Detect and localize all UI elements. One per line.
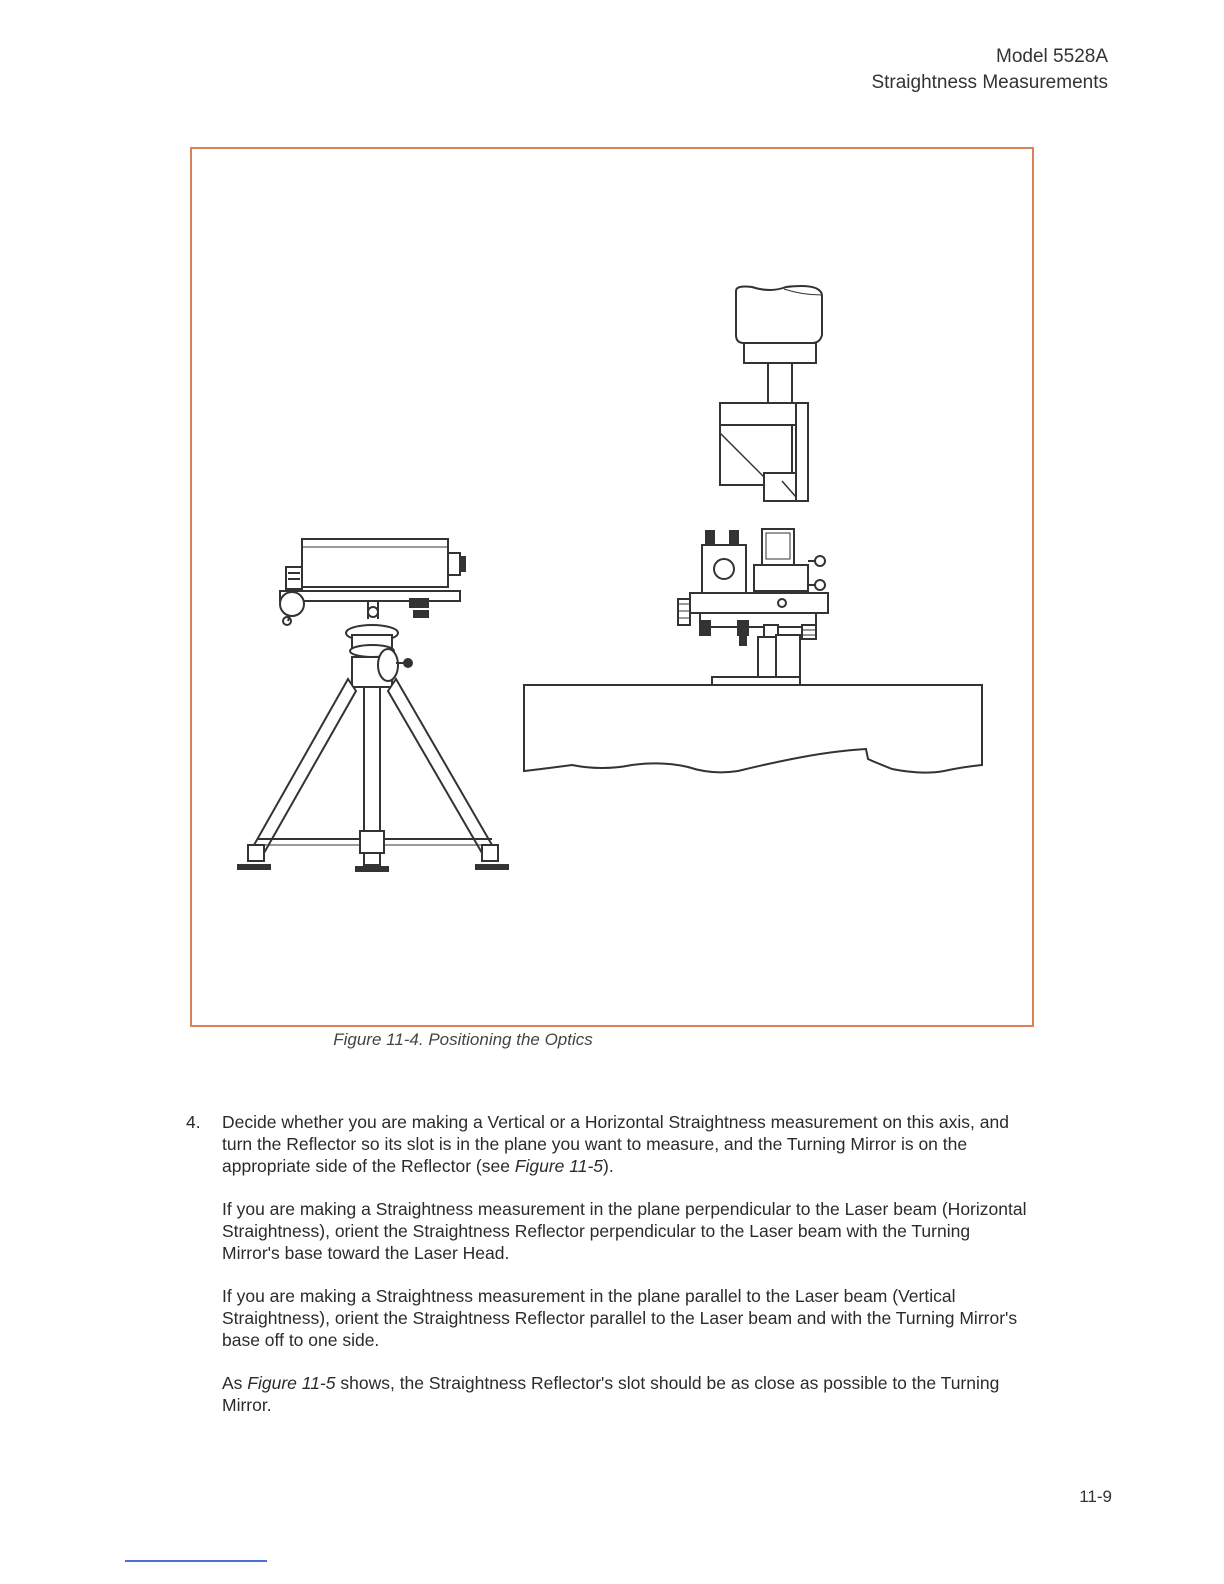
reflector-slot-paragraph <box>222 1372 1030 1416</box>
bottom-rule <box>125 1560 267 1562</box>
header-section: Straightness Measurements <box>871 72 1108 93</box>
turning-mirror-drawing <box>720 286 822 501</box>
horizontal-straightness-paragraph: If you are making a Straightness measurement in the plane perpendicular to the Laser beam (Horizontal Straightness), orient the Straightness Reflector perpendicular to the Laser beam with the Turning Mirror's base toward the Laser Head. <box>222 1199 1027 1263</box>
vertical-straightness-paragraph: If you are making a Straightness measurement in the plane parallel to the Laser beam (Vertical Straightness), orient the Straightness Reflector parallel to the Laser beam and with the Turning Mirror's base off to one side. <box>222 1286 1018 1350</box>
body-text <box>186 1111 1030 1437</box>
surface-plate-drawing <box>524 685 982 773</box>
straightness-reflector-drawing <box>678 529 828 685</box>
header-model: Model 5528A <box>996 46 1108 67</box>
figure-caption: Figure 11-4. Positioning the Optics <box>333 1030 593 1049</box>
page-number: 11-9 <box>1079 1487 1112 1506</box>
para-as-1: As <box>222 1373 248 1393</box>
step-text-1: Decide whether you are making a Vertical or a Horizontal Straightness measurement on this axis, and turn the Reflector so its slot is in the plane you want to measure, and the Turning Mirror is on the appropriate side of the Reflector (see <box>222 1112 1009 1176</box>
step-number: 4. <box>186 1112 201 1132</box>
para-as-2: shows, the Straightness Reflector's slot should be as close as possible to the Turning Mirror. <box>222 1373 1000 1415</box>
step-4-paragraph <box>186 1111 1030 1177</box>
step-figure-ref: Figure 11-5 <box>514 1156 604 1176</box>
page-header <box>871 44 1108 96</box>
figure-frame <box>190 147 1034 1027</box>
tripod-laser-head-drawing <box>238 539 508 871</box>
optics-illustration <box>192 149 1032 1025</box>
para-as-figure-ref: Figure 11-5 <box>247 1373 336 1393</box>
step-text-2: ). <box>603 1156 614 1176</box>
